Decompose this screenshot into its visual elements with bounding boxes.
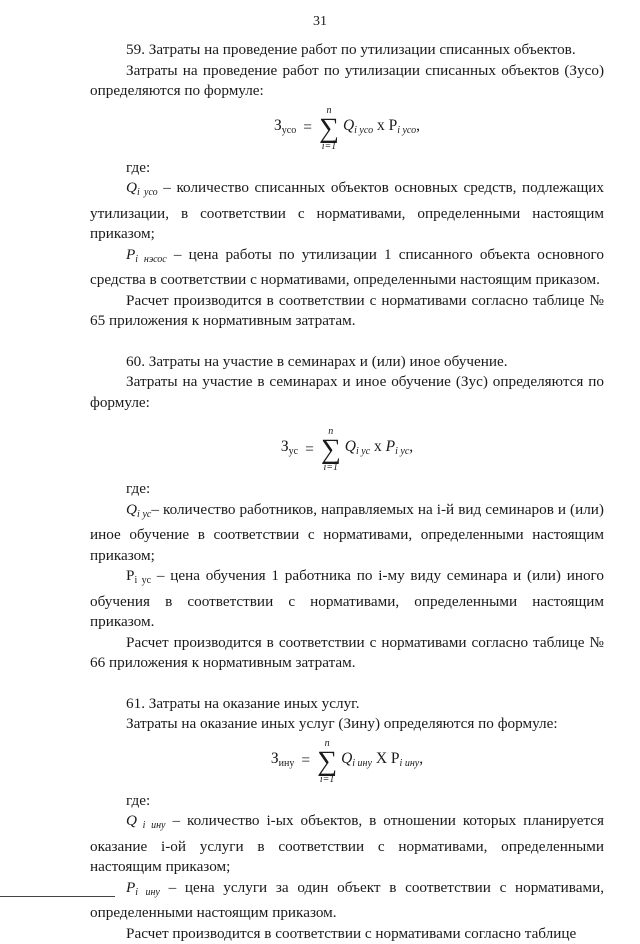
section-59-definition-q: $Q_{i усо}$ – количество списанных объектов основных средств, подлежащих утилизации, в соответствии с нормативами, определенными настоящим приказом; xyxy=(90,178,604,245)
section-61-intro: Затраты на оказание иных услуг (Зину) определяются по формуле: xyxy=(90,714,604,735)
formula-59 xyxy=(90,106,604,152)
formula-60 xyxy=(90,427,604,473)
formula-61-lhs: $З_{ину}$ xyxy=(271,749,294,775)
document-body xyxy=(90,40,604,944)
section-59-calculation: Расчет производится в соответствии с нормативами согласно таблице № 65 приложения к нормативным затратам. xyxy=(90,291,604,332)
formula-59-lhs: $З_{усо}$ xyxy=(274,116,296,142)
section-60-definition-q: $Q_{i ус}-$ количество работников, направляемых на i-й вид семинаров и (или) иное обучение в соответствии с нормативами, определенными настоящим приказом; xyxy=(90,500,604,567)
formula-60-sum-symbol: n ∑ i=1 xyxy=(321,427,341,473)
section-60-calculation: Расчет производится в соответствии с нормативами согласно таблице № 66 приложения к нормативным затратам. xyxy=(90,633,604,674)
section-61-definition-p: $P_{i ину}$ – цена услуги за один объект в соответствии с нормативами, определенными настоящим приказом. xyxy=(90,878,604,924)
section-59-definition-p: $P_{i нэсос}$ – цена работы по утилизации 1 списанного объекта основного средства в соответствии с нормативами, определенными настоящим приказом. xyxy=(90,245,604,291)
formula-60-equals: = xyxy=(305,440,314,461)
footer-rule xyxy=(0,896,115,897)
formula-61-sum-symbol: n ∑ i=1 xyxy=(317,739,337,785)
formula-61-term: $Q_{i ину}$ X $P_{i ину}$, xyxy=(341,749,423,775)
section-60-intro: Затраты на участие в семинарах и иное обучение (Зус) определяются по формуле: xyxy=(90,372,604,413)
section-61-where: где: xyxy=(90,791,604,812)
formula-59-equals: = xyxy=(303,118,312,139)
formula-60-term: $Q_{i ус}$ x $P_{i ус}$, xyxy=(345,437,413,463)
section-60-definition-p: $P_{i ус}$ – цена обучения 1 работника по i-му виду семинара и (или) иного обучения в соответствии с нормативами, определенными настоящим приказом. xyxy=(90,566,604,633)
section-61-heading: 61. Затраты на оказание иных услуг. xyxy=(90,694,604,715)
section-60-where: где: xyxy=(90,479,604,500)
section-60-heading: 60. Затраты на участие в семинарах и (или) иное обучение. xyxy=(90,352,604,373)
formula-61-equals: = xyxy=(301,751,310,772)
formula-59-term: $Q_{i усо}$ x $P_{i усо}$, xyxy=(343,116,420,142)
page-number: 31 xyxy=(0,14,640,30)
formula-61 xyxy=(90,739,604,785)
formula-59-sum-symbol: n ∑ i=1 xyxy=(319,106,339,152)
section-59-intro: Затраты на проведение работ по утилизации списанных объектов (Зусо) определяются по формуле: xyxy=(90,61,604,102)
formula-60-lhs: $З_{ус}$ xyxy=(281,437,298,463)
section-59-heading: 59. Затраты на проведение работ по утилизации списанных объектов. xyxy=(90,40,604,61)
section-61-calculation: Расчет производится в соответствии с нормативами согласно таблице xyxy=(90,924,604,944)
section-59-where: где: xyxy=(90,158,604,179)
section-61-definition-q: Q $_{i ину}$ – количество i-ых объектов, в отношении которых планируется оказание i-ой услуги в соответствии с нормативами, определенными настоящим приказом; xyxy=(90,811,604,878)
